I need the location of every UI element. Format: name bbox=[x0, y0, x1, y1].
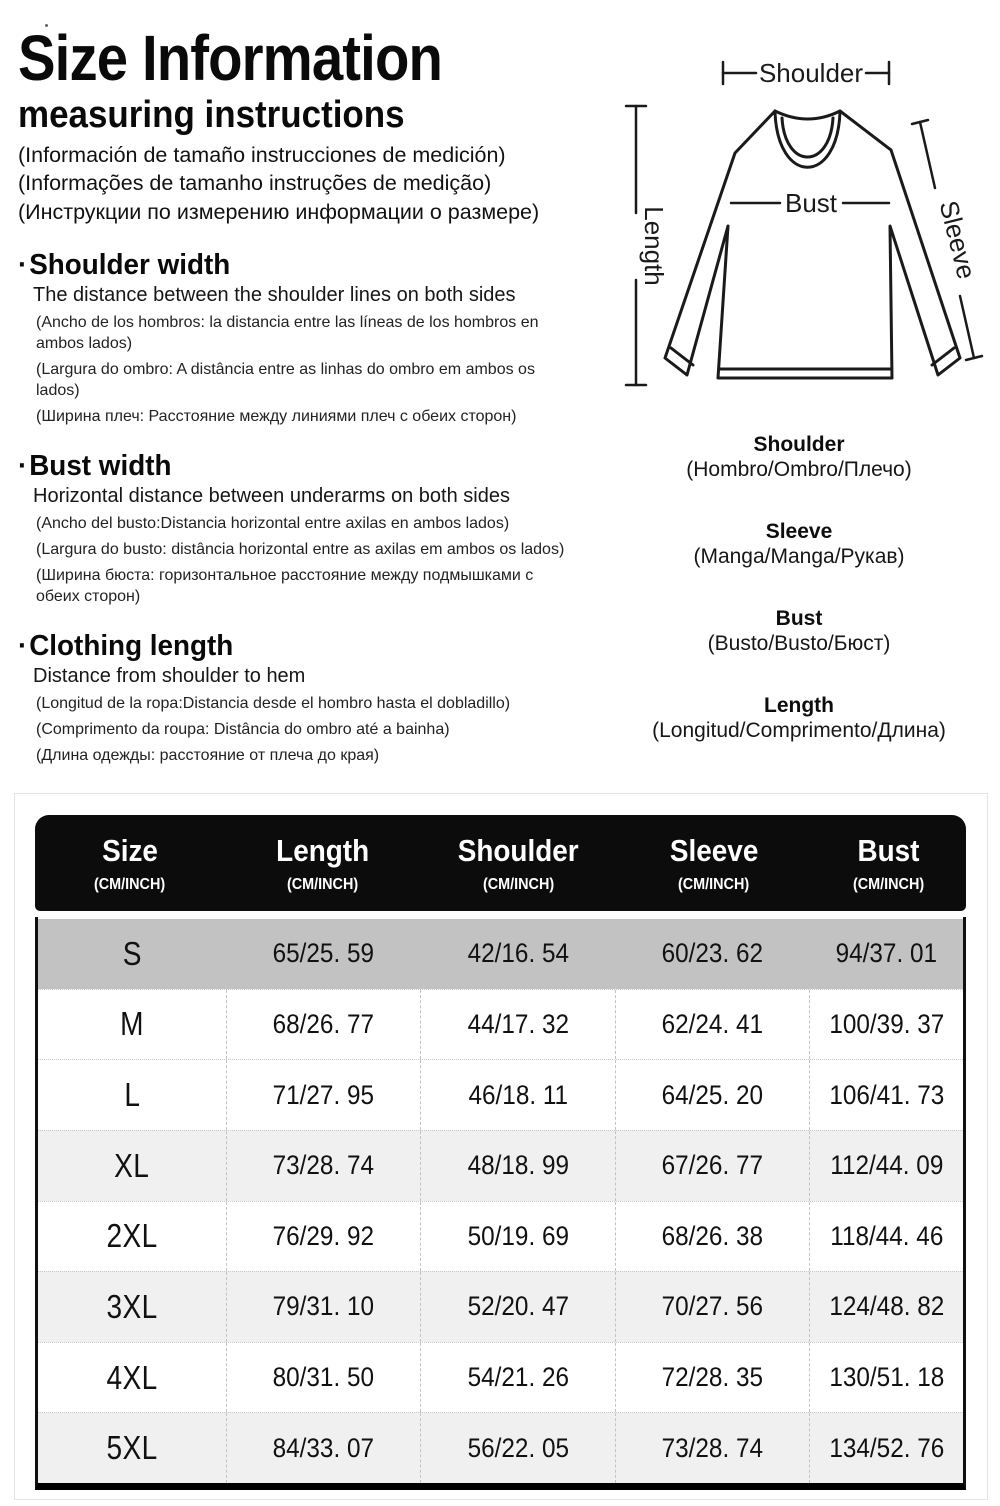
measure-translation: (Busto/Busto/Бюст) bbox=[707, 632, 891, 655]
diagram-sleeve-label: Sleeve bbox=[933, 197, 982, 283]
diagram-shoulder-label: Shoulder bbox=[758, 58, 864, 88]
column-label: Length bbox=[276, 832, 370, 868]
section-shoulder-width bbox=[18, 249, 598, 427]
section-description: The distance between the shoulder lines on both sides bbox=[33, 284, 516, 307]
table-row-2xl bbox=[38, 1201, 963, 1272]
table-row-5xl bbox=[38, 1412, 963, 1483]
bust-value: 124/48. 82 bbox=[829, 1291, 944, 1322]
size-value: 4XL bbox=[106, 1358, 158, 1396]
header-cell-size bbox=[35, 815, 225, 911]
size-table-container bbox=[14, 793, 988, 1500]
subtitle-translation-ru: (Инструкции по измерению информации о размере) bbox=[18, 199, 540, 224]
table-row-4xl bbox=[38, 1342, 963, 1413]
section-title bbox=[18, 450, 575, 483]
section-translation-ru: (Ширина плеч: Расстояние между линиями плеч с обеих сторон) bbox=[36, 408, 517, 426]
section-translation-pt: (Largura do ombro: A distância entre as linhas do ombro em ambos os lados) bbox=[36, 361, 535, 400]
table-row-3xl bbox=[38, 1271, 963, 1342]
sleeve-value: 68/26. 38 bbox=[661, 1220, 764, 1251]
bust-value: 112/44. 09 bbox=[830, 1150, 944, 1181]
bust-value: 106/41. 73 bbox=[829, 1079, 944, 1110]
bust-value: 100/39. 37 bbox=[829, 1008, 944, 1039]
shoulder-value: 50/19. 69 bbox=[467, 1220, 569, 1251]
measure-label-length bbox=[604, 694, 994, 744]
measure-translation: (Manga/Manga/Рукав) bbox=[693, 545, 905, 568]
table-row-l bbox=[38, 1059, 963, 1130]
section-translation-es: (Ancho de los hombros: la distancia entre las líneas de los hombros en ambos lados) bbox=[36, 314, 539, 353]
length-value: 79/31. 10 bbox=[272, 1291, 375, 1322]
bullet: · bbox=[18, 450, 28, 483]
table-row-m bbox=[38, 989, 963, 1060]
column-unit: (CM/INCH) bbox=[287, 875, 359, 893]
measure-name: Length bbox=[764, 694, 834, 717]
bust-value: 130/51. 18 bbox=[829, 1362, 944, 1393]
size-table-body bbox=[35, 917, 966, 1490]
column-label: Bust bbox=[857, 832, 920, 868]
sleeve-value: 64/25. 20 bbox=[661, 1079, 764, 1110]
measure-label-shoulder bbox=[604, 433, 994, 483]
length-value: 80/31. 50 bbox=[272, 1362, 375, 1393]
bust-value: 94/37. 01 bbox=[835, 938, 938, 969]
section-title bbox=[18, 249, 575, 282]
section-bust-width bbox=[18, 450, 598, 607]
column-unit: (CM/INCH) bbox=[678, 875, 750, 893]
section-title bbox=[18, 630, 575, 663]
subtitle-translation-pt: (Informações de tamanho instruções de medição) bbox=[18, 171, 492, 196]
header-cell-shoulder bbox=[420, 815, 616, 911]
section-translation-es: (Longitud de la ropa:Distancia desde el hombro hasta el dobladillo) bbox=[36, 695, 511, 713]
measure-translation: (Longitud/Comprimento/Длина) bbox=[652, 719, 946, 742]
column-label: Sleeve bbox=[669, 832, 758, 868]
sleeve-value: 67/26. 77 bbox=[661, 1150, 764, 1181]
section-description: Horizontal distance between underarms on both sides bbox=[33, 485, 510, 508]
section-translation-ru: (Длина одежды: расстояние от плеча до края) bbox=[36, 747, 380, 765]
measure-name: Sleeve bbox=[765, 520, 833, 543]
shoulder-value: 56/22. 05 bbox=[467, 1432, 569, 1463]
measure-label-sleeve bbox=[604, 520, 994, 570]
shoulder-value: 52/20. 47 bbox=[467, 1291, 569, 1322]
size-value: M bbox=[120, 1005, 144, 1043]
sleeve-value: 72/28. 35 bbox=[661, 1362, 764, 1393]
length-value: 65/25. 59 bbox=[272, 938, 375, 969]
section-translation-es: (Ancho del busto:Distancia horizontal entre axilas en ambos lados) bbox=[36, 515, 510, 533]
sleeve-value: 73/28. 74 bbox=[661, 1432, 764, 1463]
column-label: Size bbox=[102, 832, 158, 868]
measure-label-bust bbox=[604, 607, 994, 657]
section-description: Distance from shoulder to hem bbox=[33, 665, 306, 688]
column-unit: (CM/INCH) bbox=[853, 875, 925, 893]
shoulder-value: 54/21. 26 bbox=[467, 1362, 569, 1393]
page-title: Size Information bbox=[18, 22, 442, 94]
length-value: 76/29. 92 bbox=[272, 1220, 375, 1251]
section-clothing-length bbox=[18, 630, 598, 766]
section-translation-pt: (Largura do busto: distância horizontal entre as axilas em ambos os lados) bbox=[36, 541, 565, 559]
bullet: · bbox=[18, 249, 28, 282]
header-cell-length bbox=[225, 815, 421, 911]
measuring-instructions-panel bbox=[18, 24, 598, 766]
table-row-xl bbox=[38, 1130, 963, 1201]
column-unit: (CM/INCH) bbox=[94, 875, 166, 893]
section-translation-ru: (Ширина бюста: горизонтальное расстояние между подмышками с обеих сторон) bbox=[36, 567, 534, 606]
tshirt-measurement-diagram bbox=[608, 28, 993, 428]
length-value: 73/28. 74 bbox=[272, 1150, 375, 1181]
size-value: 2XL bbox=[106, 1217, 158, 1255]
size-value: XL bbox=[114, 1146, 150, 1184]
measure-labels-panel bbox=[604, 433, 994, 781]
sleeve-value: 62/24. 41 bbox=[661, 1008, 764, 1039]
subtitle-translation-es: (Información de tamaño instrucciones de medición) bbox=[18, 142, 506, 167]
shoulder-value: 42/16. 54 bbox=[467, 938, 569, 969]
measure-name: Shoulder bbox=[753, 433, 845, 456]
section-title-text: Clothing length bbox=[29, 630, 234, 663]
section-translation-pt: (Comprimento da roupa: Distância do ombro até a bainha) bbox=[36, 721, 450, 739]
length-value: 71/27. 95 bbox=[272, 1079, 375, 1110]
section-title-text: Bust width bbox=[29, 450, 172, 483]
dimension-lines bbox=[626, 62, 982, 385]
column-label: Shoulder bbox=[457, 832, 579, 868]
section-title-text: Shoulder width bbox=[29, 249, 231, 282]
length-value: 68/26. 77 bbox=[272, 1008, 375, 1039]
measure-translation: (Hombro/Ombro/Плечо) bbox=[686, 458, 912, 481]
diagram-bust-label: Bust bbox=[784, 188, 838, 218]
shoulder-value: 46/18. 11 bbox=[468, 1079, 568, 1110]
sleeve-value: 70/27. 56 bbox=[661, 1291, 764, 1322]
diagram-length-label: Length bbox=[639, 206, 669, 286]
page-subtitle: measuring instructions bbox=[18, 94, 405, 137]
shoulder-value: 44/17. 32 bbox=[467, 1008, 569, 1039]
column-unit: (CM/INCH) bbox=[482, 875, 554, 893]
tshirt-outline bbox=[665, 111, 960, 378]
size-value: 3XL bbox=[106, 1287, 158, 1325]
table-row-s bbox=[38, 919, 963, 989]
bullet: · bbox=[18, 630, 28, 663]
bust-value: 118/44. 46 bbox=[830, 1220, 944, 1251]
bust-value: 134/52. 76 bbox=[829, 1432, 944, 1463]
sleeve-value: 60/23. 62 bbox=[661, 938, 764, 969]
header-cell-sleeve bbox=[616, 815, 812, 911]
size-value: L bbox=[123, 1076, 140, 1114]
shoulder-value: 48/18. 99 bbox=[467, 1150, 569, 1181]
length-value: 84/33. 07 bbox=[272, 1432, 375, 1463]
header-cell-bust bbox=[811, 815, 966, 911]
tshirt-diagram-svg bbox=[608, 28, 993, 428]
size-value: 5XL bbox=[106, 1429, 158, 1467]
measure-name: Bust bbox=[775, 607, 823, 630]
size-table-header bbox=[35, 815, 966, 911]
size-value: S bbox=[122, 934, 142, 972]
